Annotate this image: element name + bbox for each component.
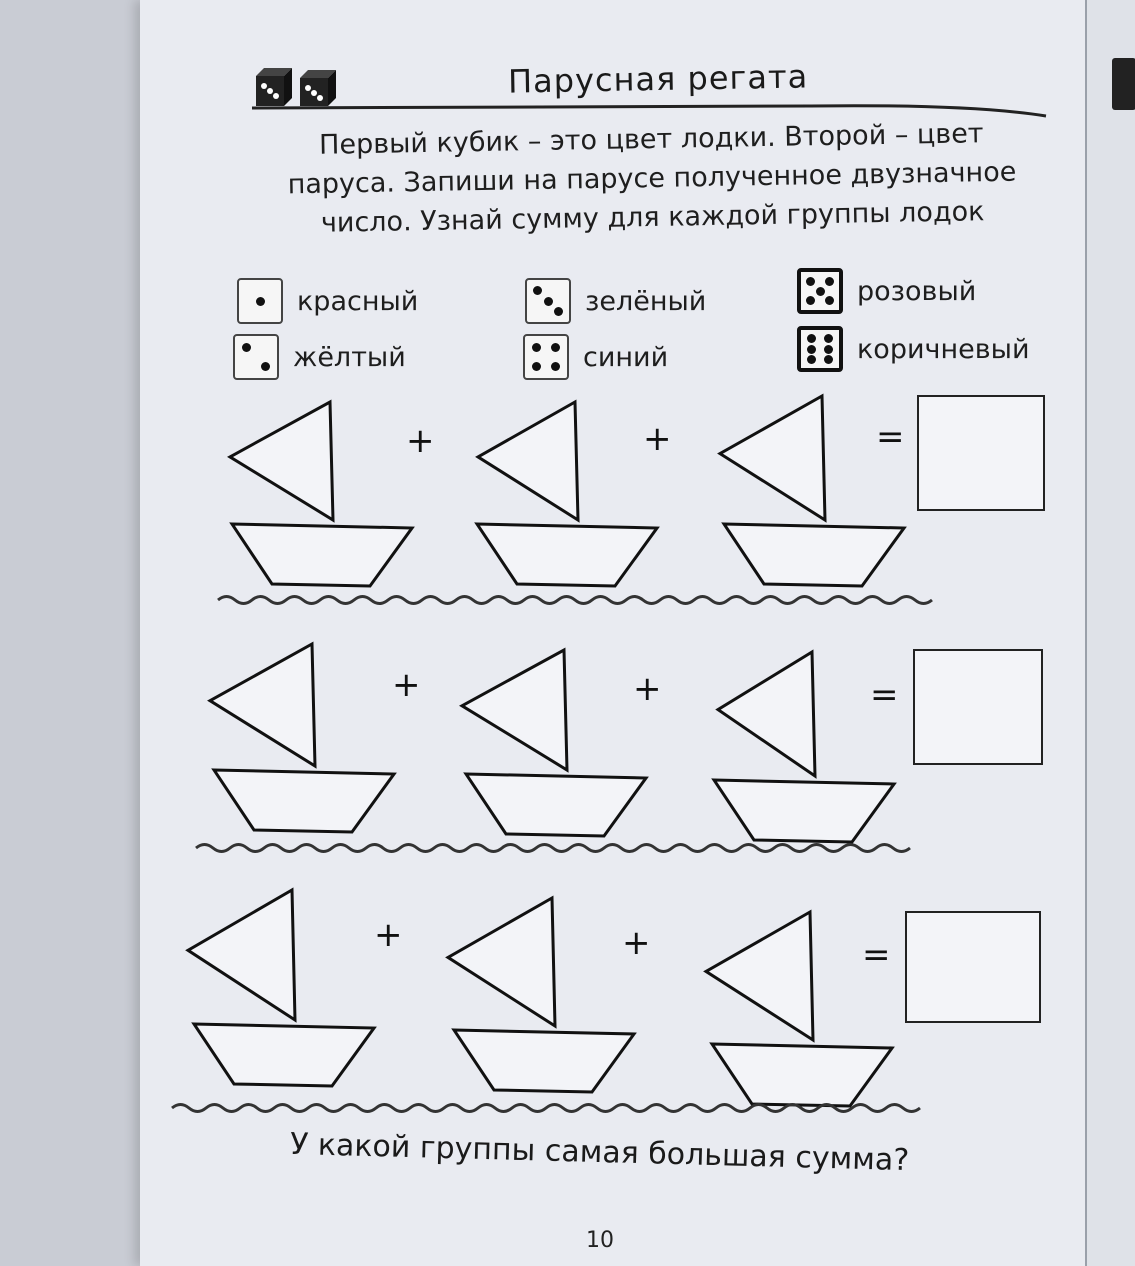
hull-shape: [194, 1024, 374, 1086]
answer-box[interactable]: [914, 650, 1042, 764]
sail-shape: [718, 652, 815, 776]
wave-line: [218, 597, 932, 604]
plus-sign: +: [622, 923, 651, 963]
sail-shape: [210, 644, 315, 766]
plus-sign: +: [392, 665, 421, 705]
sail-shape: [478, 402, 578, 520]
hull-shape: [477, 524, 657, 586]
equals-sign: =: [870, 675, 899, 715]
answer-box[interactable]: [906, 912, 1040, 1022]
hull-shape: [214, 770, 394, 832]
equals-sign: =: [862, 935, 891, 975]
legend-label: красный: [297, 285, 419, 317]
instructions-text: Первый кубик – это цвет лодки. Второй – цвет паруса. Запиши на парусе полученное двузначное число. Узнай сумму для каждой группы лодок: [287, 118, 1017, 239]
page-number: 10: [586, 1228, 614, 1253]
hull-shape: [454, 1030, 634, 1092]
equals-sign: =: [876, 417, 905, 457]
sail-shape: [230, 402, 333, 520]
legend-label: зелёный: [585, 285, 707, 317]
hull-shape: [724, 524, 904, 586]
plus-sign: +: [633, 669, 662, 709]
plus-sign: +: [374, 915, 403, 955]
legend-label: розовый: [857, 275, 977, 307]
plus-sign: +: [406, 421, 435, 461]
page-title: Парусная регата: [507, 57, 809, 101]
hull-shape: [232, 524, 412, 586]
hull-shape: [714, 780, 894, 842]
legend-label: коричневый: [857, 333, 1030, 365]
answer-box[interactable]: [918, 396, 1044, 510]
sail-shape: [462, 650, 567, 770]
wave-line: [196, 845, 910, 852]
sail-shape: [706, 912, 813, 1040]
question-text: У какой группы самая большая сумма?: [289, 1126, 910, 1179]
hull-shape: [466, 774, 646, 836]
sail-shape: [720, 396, 825, 520]
legend-label: жёлтый: [293, 341, 406, 373]
legend-label: синий: [583, 341, 669, 373]
plus-sign: +: [643, 419, 672, 459]
sail-shape: [188, 890, 295, 1020]
sail-shape: [448, 898, 555, 1026]
hull-shape: [712, 1044, 892, 1106]
